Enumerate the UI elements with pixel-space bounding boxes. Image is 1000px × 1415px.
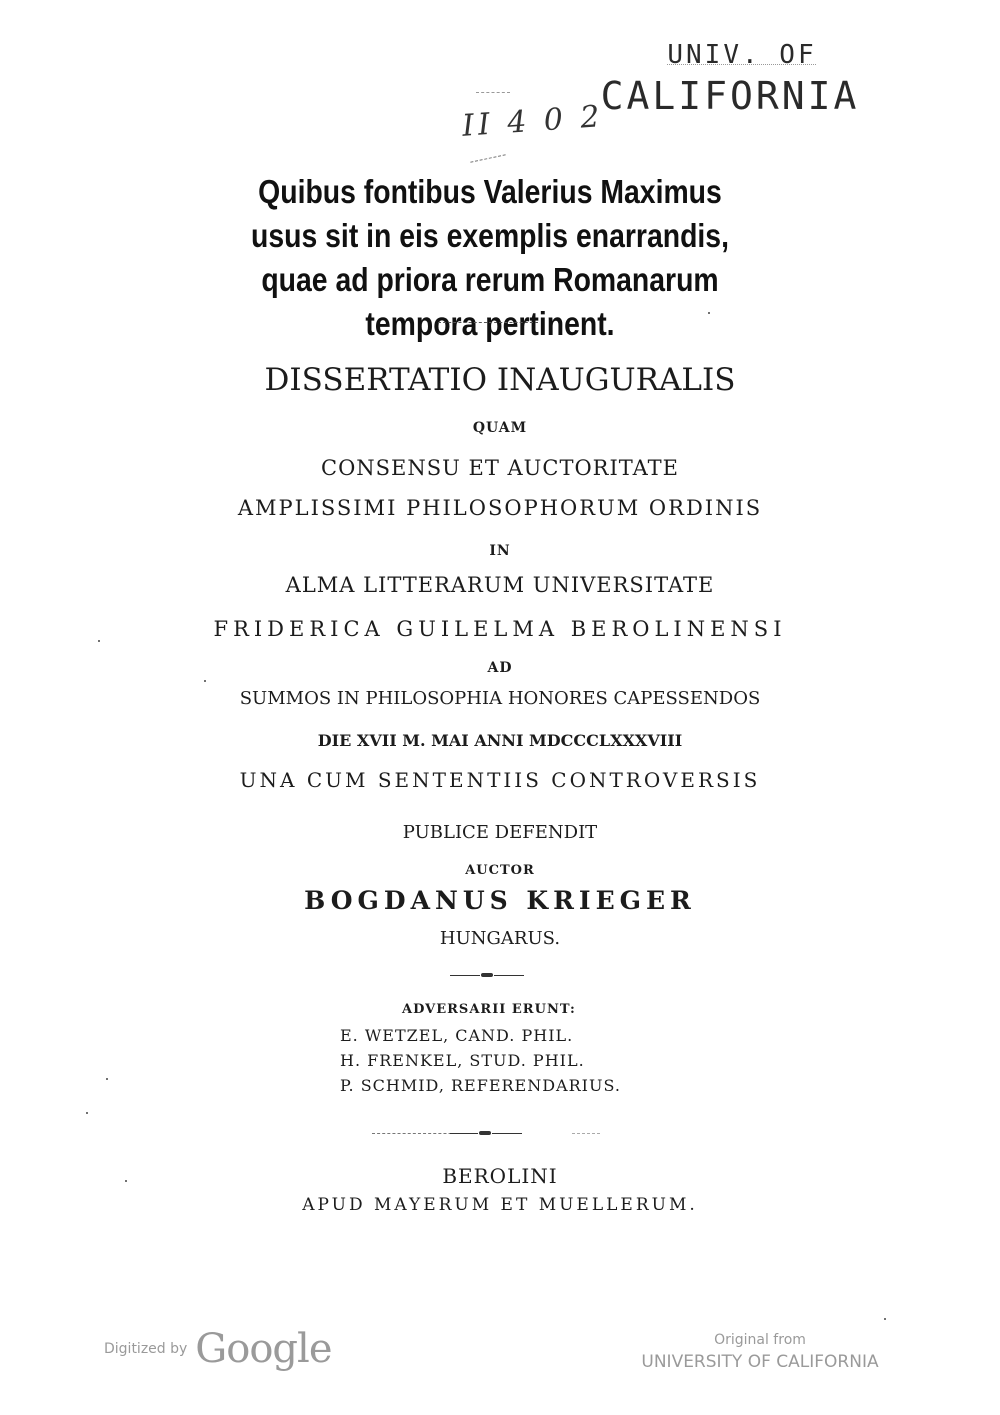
opponents-heading: ADVERSARII ERUNT:: [402, 1002, 576, 1017]
stamp-line-2: CALIFORNIA: [600, 74, 860, 118]
ad-line: AD: [487, 660, 513, 676]
scan-speck: [884, 1318, 886, 1320]
shelfmark-mark: [476, 92, 510, 93]
summos-line: SUMMOS IN PHILOSOPHIA HONORES CAPESSENDOS: [239, 688, 761, 709]
opponents-block: [340, 1002, 700, 1098]
in-line: IN: [489, 543, 511, 559]
original-from-watermark: [600, 1332, 920, 1372]
library-stamp: [600, 40, 860, 118]
scan-speck: [125, 1180, 127, 1182]
google-logo: Google: [195, 1326, 332, 1372]
ornament-divider-1: [450, 974, 524, 978]
scan-speck: [204, 680, 206, 682]
university-line: FRIDERICA GUILELMA BEROLINENSI: [213, 617, 787, 641]
alma-line: ALMA LITTERARUM UNIVERSITATE: [285, 573, 715, 597]
opponent-item: H. FRENKEL, STUD. PHIL.: [340, 1051, 585, 1070]
author-name: BOGDANUS KRIEGER: [304, 886, 696, 915]
imprint-city: BEROLINI: [442, 1164, 558, 1188]
auctor-label: AUCTOR: [465, 863, 535, 878]
opponent-item: P. SCHMID, REFERENDARIUS.: [340, 1076, 621, 1095]
shelfmark: II 4 0 2: [460, 99, 605, 144]
institution-name: UNIVERSITY OF CALIFORNIA: [641, 1352, 879, 1372]
scan-speck: [106, 1078, 108, 1080]
scan-speck: [708, 312, 710, 314]
opponent-item: E. WETZEL, CAND. PHIL.: [340, 1026, 574, 1045]
quam-line: QUAM: [472, 420, 528, 436]
amplissimi-line: AMPLISSIMI PHILOSOPHORUM ORDINIS: [237, 496, 763, 520]
shelfmark-underline: [470, 154, 505, 162]
ornament-divider-2: [372, 1132, 600, 1136]
una-line: UNA CUM SENTENTIIS CONTROVERSIS: [239, 768, 761, 792]
publice-line: PUBLICE DEFENDIT: [402, 822, 598, 843]
digitized-by-watermark: [104, 1324, 331, 1374]
dissertatio-heading: DISSERTATIO INAUGURALIS: [264, 362, 736, 398]
title-divider: [438, 322, 538, 323]
original-from-label: Original from: [714, 1332, 806, 1348]
author-origin: HUNGARUS.: [439, 928, 561, 949]
stamp-line-1: UNIV. OF: [667, 40, 817, 70]
digitized-by-label: Digitized by: [104, 1341, 188, 1357]
consensu-line: CONSENSU ET AUCTORITATE: [321, 456, 679, 480]
dissertation-title: Quibus fontibus Valerius Maximus usus sit in eis exemplis enarrandis, quae ad priora rerum Romanarum tempora pertinent.: [251, 173, 729, 342]
imprint-publisher: APUD MAYERUM ET MUELLERUM.: [302, 1195, 698, 1215]
scan-speck: [98, 640, 100, 642]
date-line: DIE XVII M. MAI ANNI MDCCCLXXXVIII: [317, 731, 683, 750]
scan-speck: [86, 1112, 88, 1114]
